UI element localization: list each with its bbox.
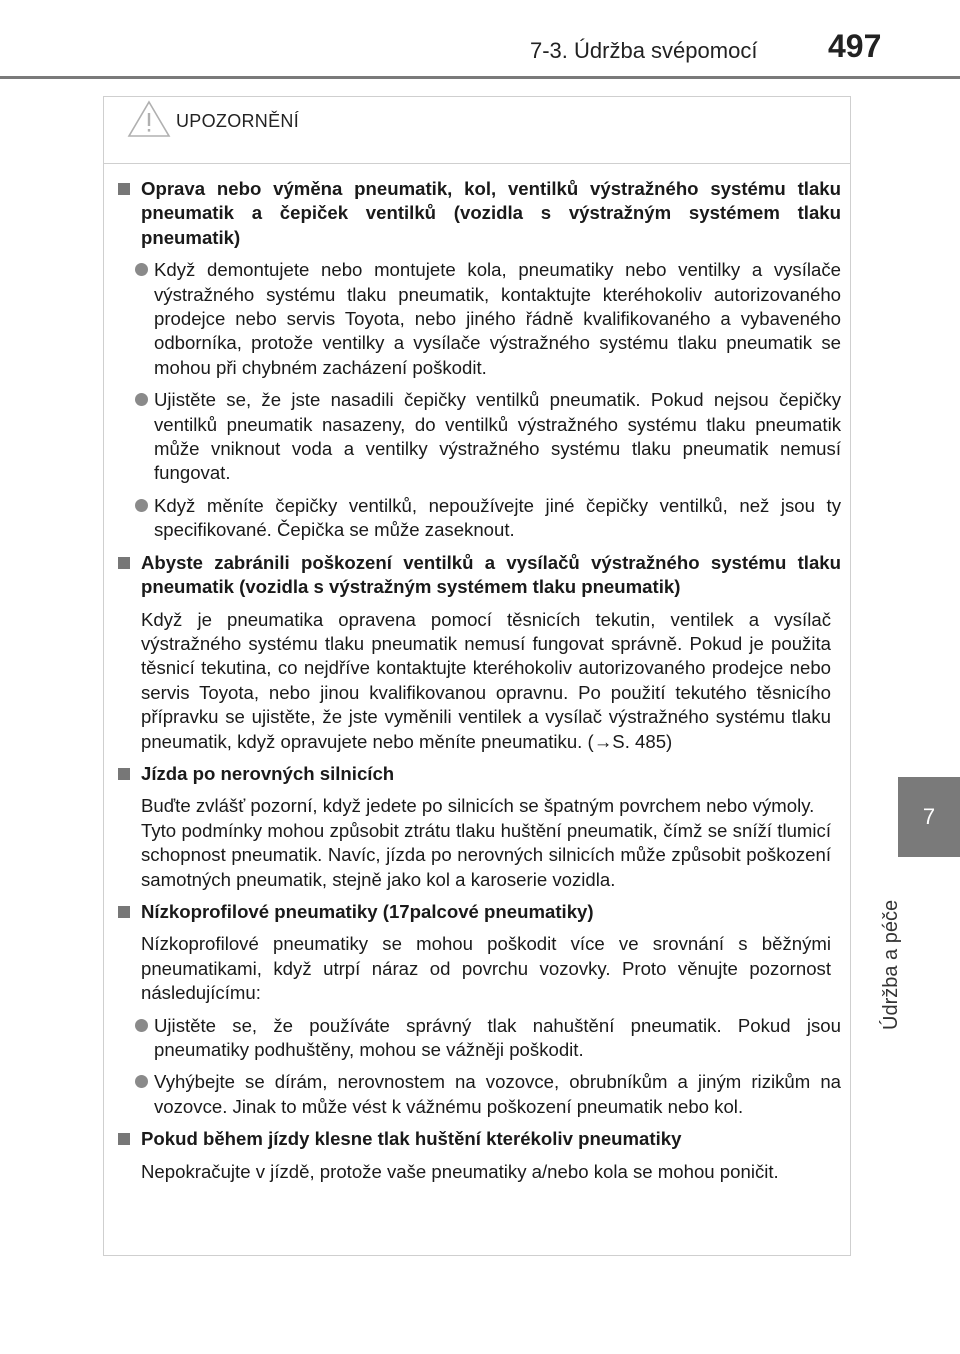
square-bullet-icon xyxy=(118,557,130,569)
section-heading xyxy=(118,1127,841,1151)
square-bullet-icon xyxy=(118,183,130,195)
section-heading-text: Oprava nebo výměna pneumatik, kol, ventilků výstražného systému tlaku pneumatik a čepiček ventilků (vozidla s výstražným systémem tlaku pneumatik) xyxy=(141,178,841,248)
chapter-tab xyxy=(898,777,960,857)
paragraph-text: Buďte zvlášť pozorní, když jedete po silnicích se špatným povrchem nebo výmoly. xyxy=(141,795,815,817)
paragraph-text: Nepokračujte v jízdě, protože vaše pneumatiky a/nebo kola se mohou poničit. xyxy=(141,1160,779,1182)
page-number: 497 xyxy=(828,28,882,64)
paragraph xyxy=(118,932,841,1005)
warning-title: UPOZORNĚNÍ xyxy=(176,111,300,131)
paragraph xyxy=(118,608,841,754)
section-title: 7-3. Údržba svépomocí xyxy=(530,38,758,63)
paragraph-text: Nízkoprofilové pneumatiky se mohou poškodit více ve srovnání s běžnými pneumatikami, když utrpí náraz od povrchu vozovky. Proto věnujte pozornost následujícímu: xyxy=(141,933,831,1004)
paragraph-text: Tyto podmínky mohou způsobit ztrátu tlaku huštění pneumatik, čímž se sníží tlumicí schopnost pneumatik. Navíc, jízda po nerovných silnicích může způsobit poškození samotných pneumatik, stejně jako kol a karoserie vozidla. xyxy=(141,819,831,890)
section-heading xyxy=(118,177,841,250)
list-item xyxy=(118,258,841,380)
paragraph xyxy=(118,794,841,892)
warning-content xyxy=(118,177,841,1192)
section-heading-text: Nízkoprofilové pneumatiky (17palcové pneumatiky) xyxy=(141,900,594,922)
chapter-label-text: Údržba a péče xyxy=(880,899,902,1030)
list-item xyxy=(118,1014,841,1063)
square-bullet-icon xyxy=(118,768,130,780)
chapter-label xyxy=(880,899,904,1030)
list-item-text: Ujistěte se, že používáte správný tlak nahuštění pneumatik. Pokud jsou pneumatiky podhuštěny, mohou se vážněji poškodit. xyxy=(154,1014,841,1060)
list-item-text: Když demontujete nebo montujete kola, pneumatiky nebo ventilky a vysílače výstražného systému tlaku pneumatik, kontaktujte kteréhokoliv autorizovaného prodejce nebo servis Toyota, nebo jiného řádně kvalifikovaného a vybaveného odborníka, protože ventilky a vysílače výstražného systému tlaku pneumatik se mohou při chybném zacházení poškodit. xyxy=(154,259,841,378)
list-item xyxy=(118,388,841,486)
section-heading xyxy=(118,551,841,600)
warning-triangle-icon xyxy=(126,99,172,144)
section-heading xyxy=(118,762,841,786)
paragraph-text: Když je pneumatika opravena pomocí těsnicích tekutin, ventilek a vysílač výstražného systému tlaku pneumatik nemusí fungovat správně. Pokud je použita těsnicí tekutina, co nejdříve kontaktujte kteréhokoliv autorizovaného prodejce nebo servis Toyota, nebo jinou kvalifikovanou opravnu. Po použití tekutého těsnicího přípravku se ujistěte, že jste vyměnili ventilek a vysílač výstražného systému tlaku pneumatik, když opravujete nebo měníte pneumatiku. (→S. 485) xyxy=(141,608,831,752)
circle-bullet-icon xyxy=(135,1019,148,1032)
list-item-text: Vyhýbejte se dírám, nerovnostem na vozovce, obrubníkům a jiným rizikům na vozovce. Jinak to může vést k vážnému poškození pneumatik nebo kol. xyxy=(154,1071,841,1117)
chapter-number: 7 xyxy=(922,804,936,829)
square-bullet-icon xyxy=(118,906,130,918)
section-heading xyxy=(118,900,841,924)
warning-box xyxy=(103,96,851,1256)
square-bullet-icon xyxy=(118,1133,130,1145)
circle-bullet-icon xyxy=(135,499,148,512)
circle-bullet-icon xyxy=(135,263,148,276)
list-item-text: Když měníte čepičky ventilků, nepoužívejte jiné čepičky ventilků, než jsou ty specifikované. Čepička se může zaseknout. xyxy=(154,494,841,541)
header-rule xyxy=(0,76,960,79)
section-heading-text: Abyste zabránili poškození ventilků a vysílačů výstražného systému tlaku pneumatik (vozidla s výstražným systémem tlaku pneumatik) xyxy=(141,551,841,598)
paragraph xyxy=(118,1160,841,1184)
list-item xyxy=(118,494,841,543)
circle-bullet-icon xyxy=(135,1075,148,1088)
warning-header xyxy=(104,97,850,164)
circle-bullet-icon xyxy=(135,393,148,406)
list-item-text: Ujistěte se, že jste nasadili čepičky ventilků pneumatik. Pokud nejsou čepičky ventilků pneumatik nasazeny, do ventilků výstražného systému tlaku pneumatik může vniknout voda a ventilky výstražného systému tlaku pneumatik nemusí fungovat. xyxy=(154,389,841,484)
section-heading-text: Pokud během jízdy klesne tlak huštění kterékoliv pneumatiky xyxy=(141,1128,682,1150)
section-heading-text: Jízda po nerovných silnicích xyxy=(141,762,395,784)
list-item xyxy=(118,1070,841,1119)
